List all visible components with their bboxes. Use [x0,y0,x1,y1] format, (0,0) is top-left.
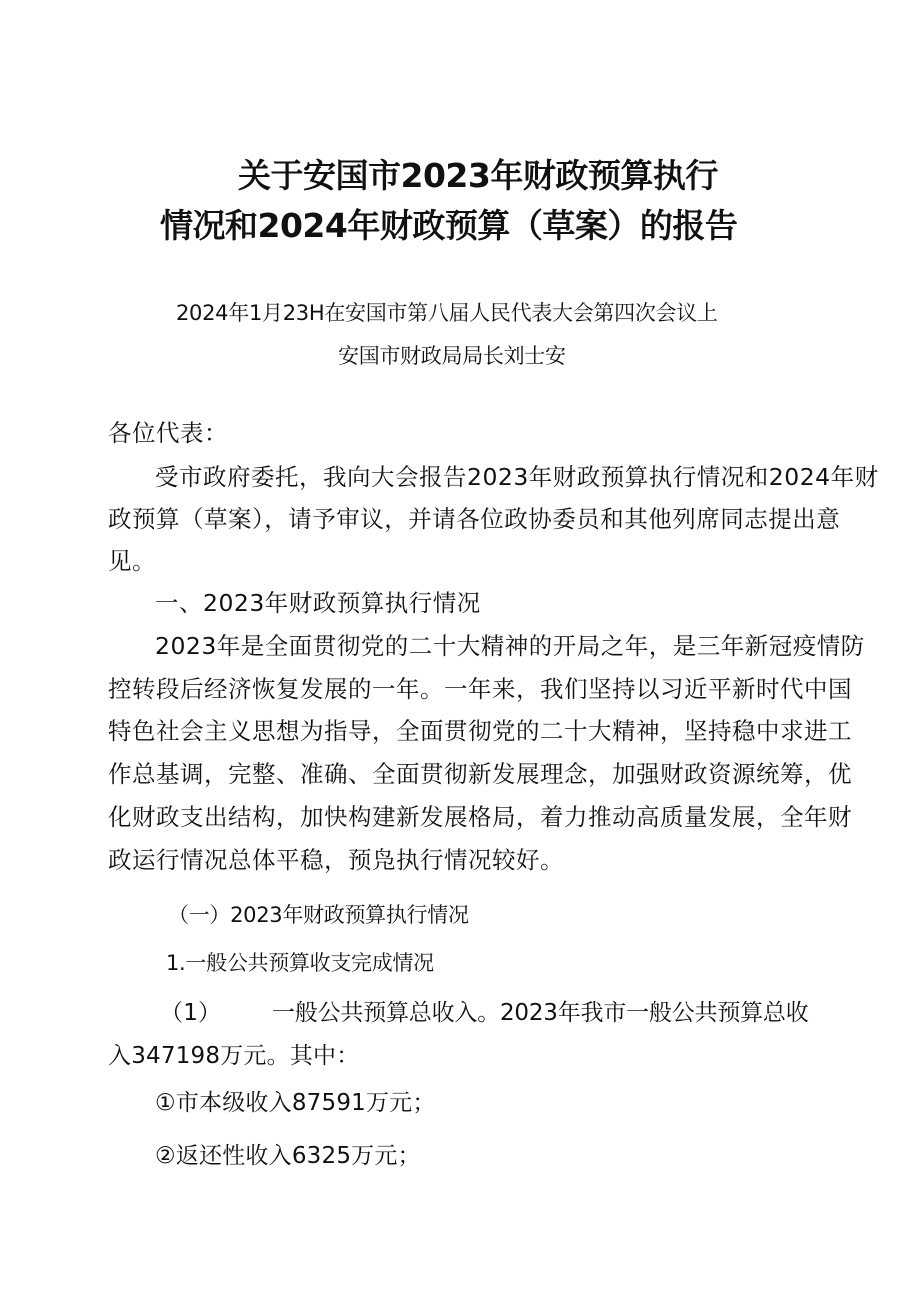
section-paragraph-line-6: 政运行情况总体平稳，预凫执行情况较好。 [108,846,564,874]
subsubsection-heading: 1.一般公共预算收支完成情况 [166,951,434,975]
document-title-line-1: 关于安国市2023年财政预算执行 [238,156,718,195]
item-line-1: 一般公共预算总收入。2023年我市一般公共预算总收 [272,1000,809,1026]
section-paragraph-line-2: 控转段后经济恢复发展的一年。一年来，我们坚持以习近平新时代中国 [108,675,852,703]
subtitle-meeting-line: 2024年1月23H在安国市第八届人民代表大会第四次会议上 [176,301,718,325]
section-paragraph-line-1: 2023年是全面贯彻党的二十大精神的开局之年，是三年新冠疫情防 [155,632,865,660]
intro-paragraph-line-2: 政预算（草案），请予审议，并请各位政协委员和其他列席同志提出意 [108,505,841,533]
revenue-item-returned: ②返还性收入6325万元； [155,1143,421,1169]
intro-paragraph-line-1: 受市政府委托，我向大会报告2023年财政预算执行情况和2024年财 [155,463,879,491]
subsection-heading: （一）2023年财政预算执行情况 [168,903,469,927]
section-paragraph-line-4: 作总基调，完整、准确、全面贯彻新发展理念，加强财政资源统筹，优 [108,760,852,788]
salutation: 各位代表： [108,419,228,447]
section-paragraph-line-3: 特色社会主义思想为指导，全面贯彻党的二十大精神，坚持稳中求进工 [108,717,852,745]
item-line-2: 入347198万元。其中： [108,1043,360,1069]
section-heading: 一、2023年财政预算执行情况 [155,589,481,617]
item-number: （1） [160,1000,222,1026]
subtitle-author-line: 安国市财政局局长刘士安 [338,344,566,368]
document-title-line-2: 情况和2024年财政预算（草案）的报告 [160,206,738,245]
intro-paragraph-line-3: 见。 [108,547,156,575]
section-paragraph-line-5: 化财政支出结构，加快构建新发展格局，着力推动高质量发展，全年财 [108,803,852,831]
revenue-item-city-level: ①市本级收入87591万元； [155,1090,436,1116]
